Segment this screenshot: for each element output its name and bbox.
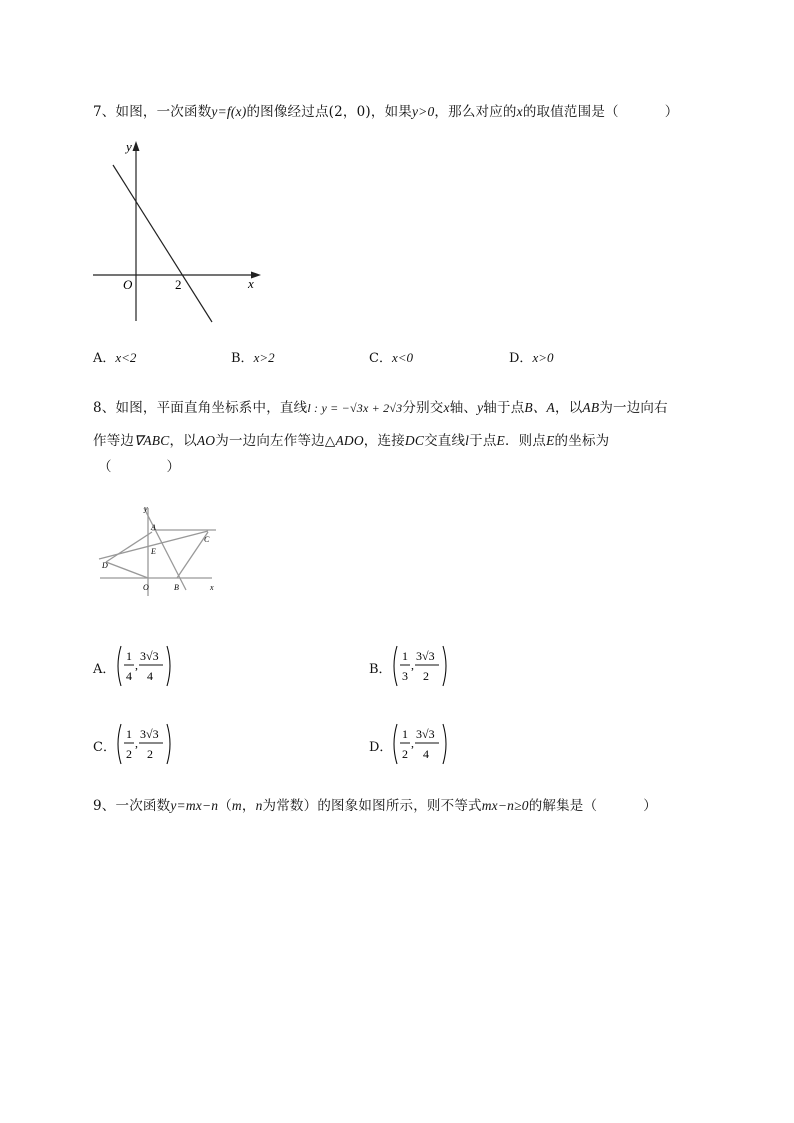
- function-line: [113, 165, 212, 322]
- y-axis-label: y: [126, 139, 132, 154]
- svg-text:2: 2: [147, 747, 153, 761]
- q7-choice-a[interactable]: A．x<2: [93, 350, 137, 366]
- x-axis-label: x: [248, 276, 254, 291]
- label-d: D: [102, 561, 108, 570]
- label-y: y: [144, 504, 148, 513]
- svg-text:3: 3: [402, 669, 408, 683]
- svg-text:3√3: 3√3: [416, 649, 435, 663]
- q7-graph: [88, 138, 268, 328]
- fraction-pair: [115, 644, 175, 688]
- svg-text:2: 2: [423, 669, 429, 683]
- q7-choice-d[interactable]: D．x>0: [509, 350, 554, 366]
- question-8-line-2: 作等边∇ABC，以AO为一边向左作等边△ADO，连接DC交直线l于点E．则点E的坐标为: [93, 433, 610, 449]
- question-number: 7、: [93, 104, 116, 120]
- origin-label: O: [123, 277, 133, 292]
- svg-text:3√3: 3√3: [140, 727, 159, 741]
- svg-text:,: ,: [135, 658, 138, 672]
- svg-text:1: 1: [126, 727, 132, 741]
- question-7-text: 7、如图，一次函数y=f(x)的图像经过点(2，0)，如果y>0，那么对应的x的取值范围是（ ）: [93, 104, 679, 120]
- fraction-pair: [391, 644, 451, 688]
- svg-text:1: 1: [402, 649, 408, 663]
- tick-label-2: 2: [175, 277, 182, 292]
- svg-text:,: ,: [135, 736, 138, 750]
- svg-text:3√3: 3√3: [140, 649, 159, 663]
- svg-text:3√3: 3√3: [416, 727, 435, 741]
- svg-text:4: 4: [126, 669, 132, 683]
- question-9-text: 9、一次函数y=mx−n（m，n为常数）的图象如图所示，则不等式mx−n≥0的解集是（ ）: [93, 798, 657, 814]
- question-number: 9、: [93, 798, 116, 814]
- label-b: B: [174, 583, 179, 592]
- q8-graph: [94, 500, 224, 600]
- q7-choice-c[interactable]: C．x<0: [369, 350, 413, 366]
- svg-text:,: ,: [411, 658, 414, 672]
- label-a: A: [151, 523, 156, 532]
- label-o: O: [143, 583, 149, 592]
- svg-text:2: 2: [402, 747, 408, 761]
- segment-do: [106, 562, 148, 578]
- label-x: x: [210, 583, 214, 592]
- svg-text:,: ,: [411, 736, 414, 750]
- question-8-answer-paren: （ ）: [98, 459, 181, 475]
- fraction-pair: [391, 722, 451, 766]
- svg-text:4: 4: [147, 669, 153, 683]
- svg-text:4: 4: [423, 747, 429, 761]
- svg-text:2: 2: [126, 747, 132, 761]
- q7-choice-b[interactable]: B．x>2: [231, 350, 275, 366]
- question-number: 8、: [93, 400, 116, 416]
- question-8-line-1: 8、如图，平面直角坐标系中，直线l : y = −√3x + 2√3分别交x轴、y轴于点B、A，以AB为一边向右: [93, 400, 668, 416]
- y-axis-arrow: [133, 141, 140, 151]
- label-e: E: [151, 547, 156, 556]
- svg-text:1: 1: [402, 727, 408, 741]
- label-c: C: [204, 535, 210, 544]
- fraction-pair: [115, 722, 175, 766]
- svg-text:1: 1: [126, 649, 132, 663]
